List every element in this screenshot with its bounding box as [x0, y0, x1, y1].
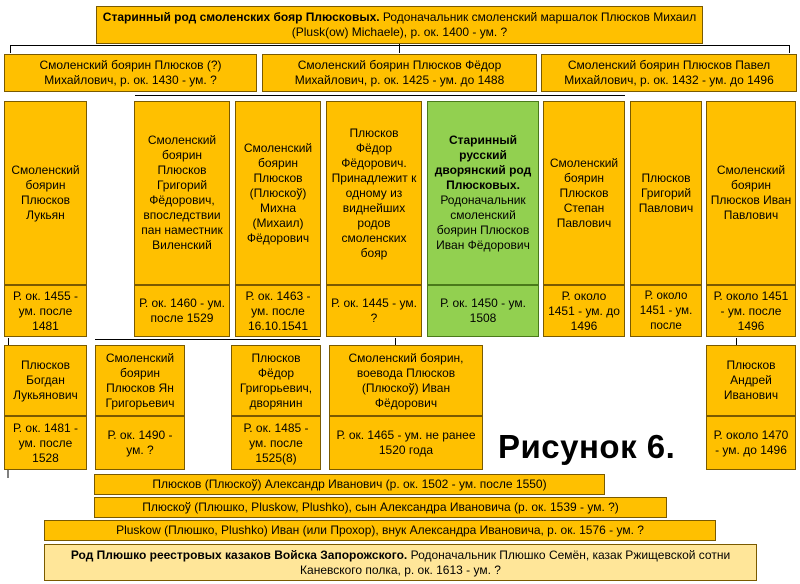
gen3-7-dates [630, 285, 702, 337]
gen4-2-dates [95, 416, 185, 470]
gen3-3-dates [235, 285, 321, 337]
gen3-8-dates-text: Р. около 1451 - ум. после 1496 [713, 288, 789, 333]
gen3-4-dates-text: Р. ок. 1445 - ум. ? [331, 296, 417, 325]
gen3-2-name [134, 101, 230, 285]
gen3-6-dates [543, 285, 625, 337]
gen3-4-name-text: Плюсков Фёдор Фёдорович. Принадлежит к одному из виднейших родов смоленских бояр [331, 125, 417, 260]
gen3-2-dates [134, 285, 230, 337]
gen3-5-dates-text: Р. ок. 1450 - ум. 1508 [440, 296, 526, 325]
gen3-2-name-text: Смоленский боярин Плюсков Григорий Фёдорович, впоследствии пан наместник Виленский [141, 133, 223, 252]
gen3-7-name [630, 101, 702, 285]
gen4-5-name [706, 345, 796, 416]
gen4-1-name [4, 345, 87, 416]
gen4-5-dates-text: Р. около 1470 - ум. до 1496 [713, 428, 789, 457]
gen3-3-name [235, 101, 321, 285]
gen4-1-dates-text: Р. ок. 1481 - ум. после 1528 [12, 420, 79, 465]
gen4-3-dates [231, 416, 321, 470]
cossack-title: Род Плюшко реестровых казаков Войска Запорожского. [70, 547, 408, 562]
gen4-2-dates-text: Р. ок. 1490 - ум. ? [107, 428, 173, 457]
gen4-3-name [231, 345, 321, 416]
gen4-3-name-text: Плюсков Фёдор Григорьевич, дворянин [239, 350, 313, 410]
figure-label: Рисунок 6. [498, 428, 676, 465]
gen4-1-dates [4, 416, 87, 470]
gen3-1-dates-text: Р. ок. 1455 - ум. после 1481 [12, 288, 79, 333]
row-grandson [44, 520, 716, 541]
gen3-6-name-text: Смоленский боярин Плюсков Степан Павлович [549, 155, 619, 230]
gen3-1-dates [4, 285, 87, 337]
gen3-8-dates [706, 285, 796, 337]
gen3-6-dates-text: Р. около 1451 - ум. до 1496 [548, 288, 620, 333]
gen3-5-dates [427, 285, 539, 337]
gen3-6-name [543, 101, 625, 285]
gen3-8-name [706, 101, 796, 285]
row-grandson-text: Pluskow (Плюшко, Plushko) Иван (или Прохор), внук Александра Ивановича, р. ок. 1576 - ум. ? [116, 523, 644, 537]
gen3-2-dates-text: Р. ок. 1460 - ум. после 1529 [139, 296, 225, 325]
gen3-8-name-text: Смоленский боярин Плюсков Иван Павлович [710, 163, 792, 222]
gen3-1-name [4, 101, 87, 285]
row-son [94, 497, 667, 518]
gen3-5-title: Старинный русский дворянский род Плюсковых. [434, 133, 532, 192]
gen4-4-name [329, 345, 483, 416]
cossack-text: Родоначальник Плюшко Семён, казак Ржищевской сотни Каневского полка, р. ок. 1613 - ум. ? [300, 547, 731, 577]
gen3-3-dates-text: Р. ок. 1463 - ум. после 16.10.1541 [245, 288, 311, 333]
gen4-5-name-text: Плюсков Андрей Иванович [723, 358, 779, 402]
gen3-5-name-text: Родоначальник смоленский боярин Плюсков Иван Фёдорович [436, 193, 530, 252]
gen3-3-name-text: Смоленский боярин Плюсков (Плюскоў) Михна (Михаил) Фёдорович [243, 140, 313, 245]
gen3-4-dates [326, 285, 422, 337]
gen2-middle-text: Смоленский боярин Плюсков Фёдор Михайлович, р. ок. 1425 - ум. до 1488 [294, 58, 505, 87]
gen3-4-name [326, 101, 422, 285]
gen4-4-dates-text: Р. ок. 1465 - ум. не ранее 1520 года [336, 428, 476, 457]
gen4-2-name-text: Смоленский боярин Плюсков Ян Григорьевич [105, 350, 175, 410]
row-alexander-text: Плюсков (Плюскоў) Александр Иванович (р. ок. 1502 - ум. после 1550) [152, 477, 547, 491]
row-alexander [94, 474, 605, 495]
gen2-left-box [4, 54, 257, 92]
gen3-1-name-text: Смоленский боярин Плюсков Лукьян [11, 163, 80, 222]
gen3-5-name [427, 101, 539, 285]
gen4-3-dates-text: Р. ок. 1485 - ум. после 1525(8) [243, 420, 309, 465]
cossack-founder-box [44, 544, 757, 581]
founder-title: Старинный род смоленских бояр Плюсковых. [102, 10, 380, 24]
gen4-5-dates [706, 416, 796, 470]
gen2-right-text: Смоленский боярин Плюсков Павел Михайлович, р. ок. 1432 - ум. до 1496 [564, 58, 774, 87]
gen4-4-dates [329, 416, 483, 470]
founder-text: Родоначальник смоленский маршалок Плюсков Михаил (Plusk(ow) Michaele), р. ок. 1400 - ум. ? [291, 10, 697, 39]
gen3-7-dates-text: Р. около 1451 - ум. после [639, 289, 693, 332]
gen4-4-name-text: Смоленский боярин, воевода Плюсков (Плюскоў) Иван Фёдорович [348, 350, 464, 410]
row-son-text: Плюскоў (Плюшко, Pluskow, Plushko), сын Александра Ивановича (р. ок. 1539 - ум. ?) [142, 500, 619, 514]
founder-box [96, 6, 703, 44]
gen2-middle-box [262, 54, 537, 92]
gen4-2-name [95, 345, 185, 416]
gen2-right-box [541, 54, 797, 92]
gen4-1-name-text: Плюсков Богдан Лукьянович [13, 358, 78, 402]
gen2-left-text: Смоленский боярин Плюсков (?) Михайлович, р. ок. 1430 - ум. ? [39, 58, 222, 87]
gen3-7-name-text: Плюсков Григорий Павлович [638, 170, 694, 215]
